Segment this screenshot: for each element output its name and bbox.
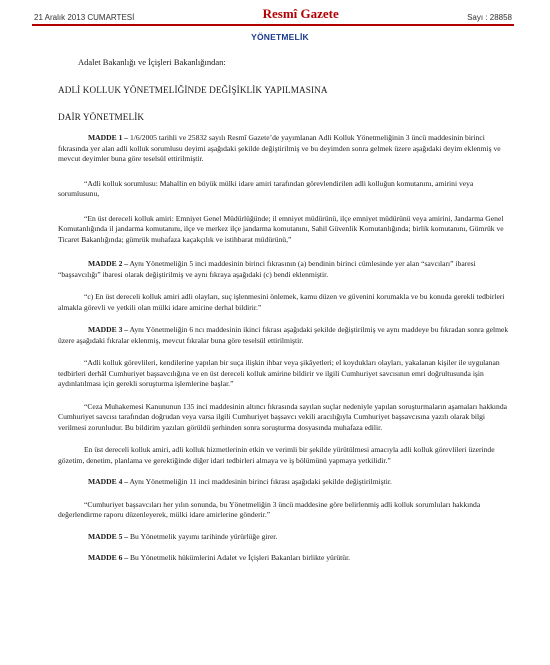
quoted-paragraph	[58, 402, 512, 434]
article-number: MADDE 6 –	[88, 553, 129, 562]
header-paper-name: Resmî Gazete	[262, 6, 339, 21]
article-number: MADDE 4 –	[88, 477, 129, 486]
regulation-title-line-1: ADLİ KOLLUK YÖNETMELİĞİNDE DEĞİŞİKLİK YAPILMASINA	[58, 85, 328, 95]
article-number: MADDE 2 –	[88, 259, 129, 268]
paragraph-text: “Cumhuriyet başsavcıları her yılın sonunda, bu Yönetmeliğin 3 üncü maddesine göre belirlenmiş adli kolluk sorumluları hakkında değerlendirme raporu düzenleyerek, mülki idare amirlerine gönderir.”	[58, 499, 481, 519]
article-number: MADDE 5 –	[88, 531, 129, 541]
paragraph-text: 1/6/2005 tarihli ve 25832 sayılı Resmî Gazete’de yayımlanan Adli Kolluk Yönetmeliğinin 3 üncü maddesinin birinci fıkrasında yer alan adli kolluk sorumlusu deyimi aşağıdaki şekilde değiştirilmiş ve bu deyimden sonra gelmek üzere aşağıdaki deyim eklenmiş ve mevcut deyimler buna göre teselsül ettirilmiştir.	[58, 133, 501, 163]
article-paragraph	[58, 259, 512, 280]
paragraph-text: Aynı Yönetmeliğin 11 inci maddesinin birinci fıkrası aşağıdaki şekilde değiştirilmiştir.	[128, 477, 392, 486]
article-paragraph	[58, 553, 512, 564]
paragraph-text: “Ceza Muhakemesi Kanununun 135 inci maddesinin altıncı fıkrasında sayılan suçlar nedeniyle yapılan soruşturmaların aşamaları hakkında Cumhuriyet savcısı tarafından doğrudan veya varsa ilgili Cumhuriyet başsavcı vekili aracılığıyla Cumhuriyet başsavcısına yazılı olarak bilgi verilmesi zorunludur. Bu bildirim yazıları görüldü şerhinden sonra soruşturma dosyasında muhafaza edilir.	[58, 401, 508, 432]
section-heading: YÖNETMELİK	[251, 32, 309, 42]
article-paragraph	[58, 532, 512, 543]
gazette-header	[32, 0, 514, 26]
quoted-paragraph	[58, 214, 512, 246]
article-paragraph	[58, 133, 512, 165]
paragraph-text: “Adli kolluk görevlileri, kendilerine yapılan bir suça ilişkin ihbar veya şikâyetleri; el koydukları olayları, yakalanan kişiler ile uygulanan tedbirleri derhâl Cumhuriyet başsavcılığına ve en üst dereceli kolluk amirine bildirir ve ilgili Cumhuriyet savcısının emri doğrultusunda işin aydınlatılması için gerekli soruşturma işlemlerine başlar.”	[58, 358, 500, 388]
article-number: MADDE 3 –	[88, 325, 129, 334]
paragraph-text: “Adli kolluk sorumlusu: Mahallin en büyük mülki idare amiri tarafından görevlendirilen adli kolluğun komutanını, amirini veya sorumlusunu,	[58, 178, 474, 198]
quoted-paragraph	[58, 179, 512, 200]
issuing-authority: Adalet Bakanlığı ve İçişleri Bakanlığından:	[78, 57, 226, 67]
article-paragraph	[58, 477, 512, 488]
quoted-paragraph	[58, 358, 512, 390]
paragraph-text: Aynı Yönetmeliğin 5 inci maddesinin birinci fıkrasının (a) bendinin birinci cümlesinde yer alan “savcıları” ibaresi “başsavcılığı” ibaresi olarak değiştirilmiş ve aynı fıkraya aşağıdaki (c) bendi eklenmiştir.	[58, 259, 476, 279]
paragraph-text: Bu Yönetmelik yayımı tarihinde yürürlüğe girer.	[128, 531, 278, 541]
paragraph-text: Aynı Yönetmeliğin 6 ncı maddesinin ikinci fıkrası aşağıdaki şekilde değiştirilmiş ve aynı maddeye bu fıkradan sonra gelmek üzere aşağıdaki fıkralar eklenmiş, mevcut fıkralar buna göre teselsül ettirilmiştir.	[58, 325, 509, 345]
article-number: MADDE 1 –	[88, 133, 129, 142]
paragraph-text: “c) En üst dereceli kolluk amiri adli olayları, suç işlenmesini önlemek, kamu düzen ve güvenini korumakla ve bu konuda gerekli tedbirleri almakla görevli ve yetkili olan mülki idare amirine derhal bildirir.”	[58, 292, 505, 312]
quoted-paragraph	[58, 445, 512, 466]
quoted-paragraph	[58, 500, 512, 521]
header-date: 21 Aralık 2013 CUMARTESİ	[34, 13, 135, 22]
article-paragraph	[58, 325, 512, 346]
paragraph-text: En üst dereceli kolluk amiri, adli kolluk hizmetlerinin etkin ve verimli bir şekilde yürütülmesi amacıyla adli kolluk görevlileri üzerinde gözetim, denetim, planlama ve gerektiğinde diğer idari tedbirleri almaya ve iş bölümünü yapmaya yetkilidir.”	[58, 445, 495, 465]
header-issue-number: Sayı : 28858	[467, 13, 512, 22]
paragraph-text: Bu Yönetmelik hükümlerini Adalet ve İçişleri Bakanları birlikte yürütür.	[128, 553, 351, 562]
regulation-title-line-2: DAİR YÖNETMELİK	[58, 112, 145, 122]
regulation-body	[48, 133, 512, 564]
paragraph-text: “En üst dereceli kolluk amiri: Emniyet Genel Müdürlüğünde; il emniyet müdürünü, ilçe emniyet müdürünü veya amirini, Jandarma Genel Komutanlığında il jandarma komutanını, ilçe ve merkez ilçe jandarma komutanını, Sahil Güvenlik Komutanlığında; birlik komutanını, Gümrük ve Ticaret Bakanlığında; gümrük muhafaza kaçakçılık ve istihbarat müdürünü,”	[58, 213, 504, 244]
quoted-paragraph	[58, 292, 512, 313]
